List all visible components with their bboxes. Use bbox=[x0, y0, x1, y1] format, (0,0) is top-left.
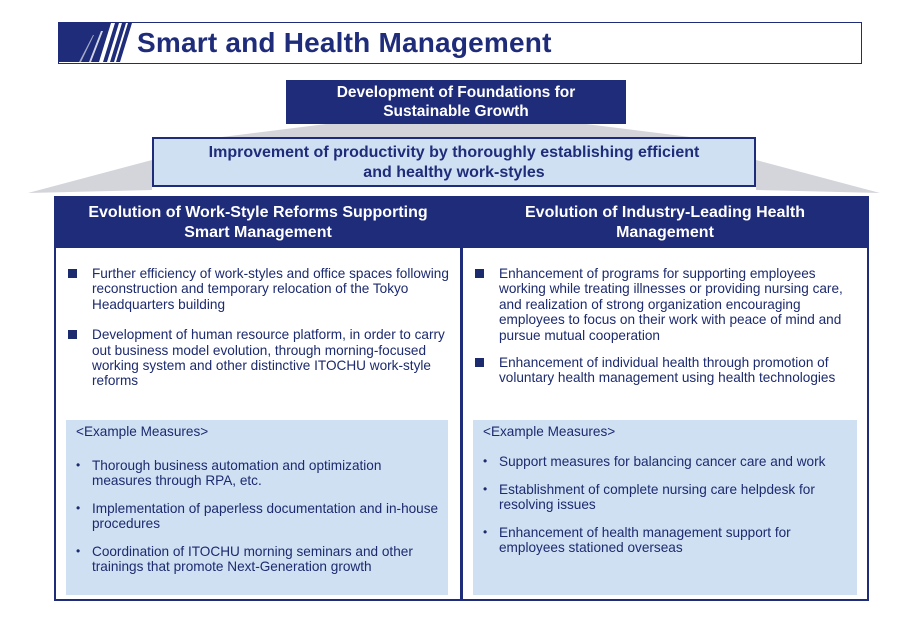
health-header-line-1: Evolution of Industry-Leading Health bbox=[525, 204, 805, 221]
health-header-line-2: Management bbox=[616, 224, 714, 241]
list-item bbox=[481, 482, 851, 512]
health-management-panel bbox=[461, 196, 869, 601]
list-item bbox=[74, 458, 442, 488]
list-item bbox=[74, 501, 442, 531]
list-item bbox=[74, 544, 442, 574]
foundation-box bbox=[286, 80, 626, 124]
list-item bbox=[68, 327, 450, 389]
example-text: Enhancement of health management support for employees stationed overseas bbox=[499, 525, 791, 555]
work-style-example-list bbox=[74, 458, 442, 574]
square-bullet-icon bbox=[68, 269, 77, 278]
work-style-header-line-2: Smart Management bbox=[184, 224, 332, 241]
bullet-text: Development of human resource platform, in order to carry out business model evolution, through morning-focused working system and other distinctive ITOCHU work-style reforms bbox=[92, 327, 445, 389]
health-example-box bbox=[473, 420, 857, 595]
square-bullet-icon bbox=[475, 358, 484, 367]
list-item bbox=[481, 454, 851, 469]
dot-bullet-icon: • bbox=[76, 544, 81, 558]
list-item bbox=[475, 266, 857, 343]
list-item bbox=[68, 266, 450, 312]
title-stripe-decoration bbox=[59, 23, 137, 62]
health-panel-header bbox=[463, 198, 867, 248]
dot-bullet-icon: • bbox=[483, 454, 488, 468]
dot-bullet-icon: • bbox=[483, 525, 488, 539]
bullet-text: Enhancement of programs for supporting employees working while treating illnesses or providing nursing care, and realization of strong organization encouraging employees to focus on their work with peace of mind and pursue mutual cooperation bbox=[499, 266, 843, 343]
example-text: Implementation of paperless documentation and in-house procedures bbox=[92, 501, 439, 531]
work-style-bullet-list bbox=[68, 266, 450, 389]
improvement-line-2: and healthy work-styles bbox=[363, 164, 545, 181]
page-title: Smart and Health Management bbox=[137, 27, 552, 58]
work-style-example-box bbox=[66, 420, 448, 595]
example-measures-title: <Example Measures> bbox=[483, 424, 616, 439]
work-style-header-line-1: Evolution of Work-Style Reforms Supporting bbox=[88, 204, 428, 221]
improvement-box bbox=[152, 137, 756, 187]
square-bullet-icon bbox=[475, 269, 484, 278]
work-style-panel bbox=[54, 196, 462, 601]
foundation-line-1: Development of Foundations for bbox=[336, 84, 576, 101]
dot-bullet-icon: • bbox=[483, 482, 488, 496]
dot-bullet-icon: • bbox=[76, 501, 81, 515]
foundation-line-2: Sustainable Growth bbox=[383, 103, 529, 120]
example-measures-title: <Example Measures> bbox=[76, 424, 209, 439]
improvement-line-1: Improvement of productivity by thoroughly establishing efficient bbox=[208, 144, 700, 161]
health-bullet-list bbox=[475, 266, 857, 386]
health-example-list bbox=[481, 454, 851, 555]
title-bar bbox=[58, 22, 862, 64]
example-text: Thorough business automation and optimization measures through RPA, etc. bbox=[92, 458, 382, 488]
square-bullet-icon bbox=[68, 330, 77, 339]
example-text: Support measures for balancing cancer care and work bbox=[499, 454, 826, 469]
bullet-text: Enhancement of individual health through promotion of voluntary health management using health technologies bbox=[499, 355, 836, 386]
work-style-panel-header bbox=[56, 198, 460, 248]
example-text: Coordination of ITOCHU morning seminars and other trainings that promote Next-Generation growth bbox=[92, 544, 413, 574]
list-item bbox=[475, 355, 857, 386]
list-item bbox=[481, 525, 851, 555]
dot-bullet-icon: • bbox=[76, 458, 81, 472]
example-text: Establishment of complete nursing care helpdesk for resolving issues bbox=[499, 482, 815, 512]
bullet-text: Further efficiency of work-styles and office spaces following reconstruction and temporary relocation of the Tokyo Headquarters building bbox=[92, 266, 449, 312]
